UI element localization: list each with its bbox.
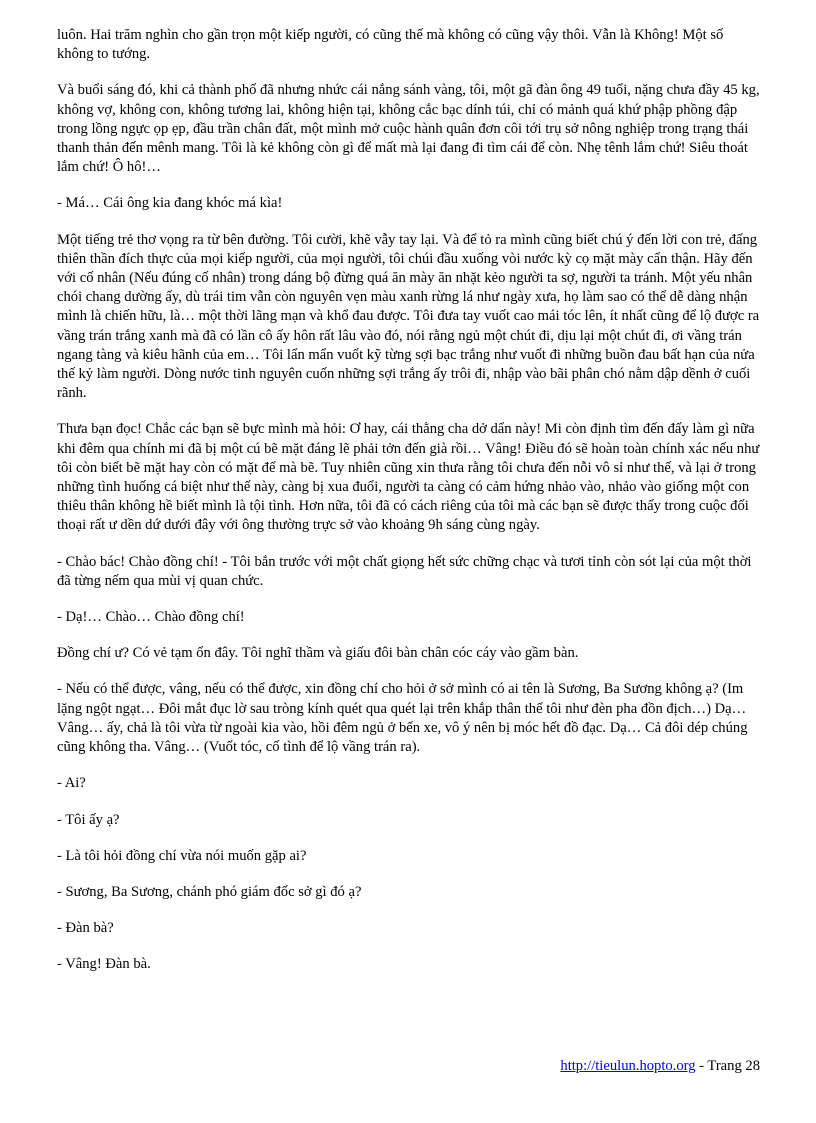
paragraph: Và buổi sáng đó, khi cả thành phố đã nhưng nhức cái nắng sánh vàng, tôi, một gã đàn ông 49 tuổi, nặng chưa đầy 45 kg, không vợ, không con, không tương lai, không hiện tại, không cắc bạc dính túi, chỉ có mảnh quá khứ phập phồng đập trong lồng ngực ọp ẹp, đầu trần chân đất, một mình mở cuộc hành quân đơn côi tới trụ sở nông nghiệp trong trạng thái thanh thản đến mênh mang. Tôi là kẻ không còn gì để mất mà lại đang đi tìm cái để còn. Nhẹ tênh lắm chứ! Siêu thoát lắm chứ! Ô hô!… bbox=[57, 82, 760, 176]
paragraph: - Là tôi hỏi đồng chí vừa nói muốn gặp ai? bbox=[57, 847, 307, 864]
paragraph: - Má… Cái ông kia đang khóc má kìa! bbox=[57, 195, 283, 212]
paragraph: luôn. Hai trăm nghìn cho gần trọn một kiếp người, có cũng thế mà không có cũng vậy thôi. Vẫn là Không! Một số không to tướng. bbox=[57, 27, 724, 63]
paragraph: - Vâng! Đàn bà. bbox=[57, 956, 151, 973]
paragraph: Thưa bạn đọc! Chắc các bạn sẽ bực mình mà hỏi: Ơ hay, cái thằng cha dở dẩn này! Mi còn định tìm đến đấy làm gì nữa khi đêm qua chính mi đã bị một cú bẽ mặt đáng lẽ phải tởn đến già rồi… Vâng! Điều đó sẽ hoàn toàn chính xác nếu như tôi còn biết bẽ mặt hay còn có mặt để mà bẽ. Tuy nhiên cũng xin thưa rằng tôi chưa đến nỗi vô sỉ như thế, và lại ở trong những tình huống cá biệt như thế này, càng bị xua đuổi, người ta càng có cảm hứng nhảo vào, nhảo vào giống một con thiêu thân không hề biết mình là tội tình. Hơn nữa, tôi đã có cách riêng của tôi mà các bạn sẽ được thấy trong cuộc đối thoại rất ư dền dứ dưới đây với ông thường trực sở vào khoảng 9h sáng cùng ngày. bbox=[57, 421, 760, 534]
paragraph: - Sương, Ba Sương, chánh phó giám đốc sở gì đó ạ? bbox=[57, 883, 362, 900]
paragraph: - Ai? bbox=[57, 775, 86, 792]
body-text bbox=[57, 26, 760, 992]
paragraph: Một tiếng trẻ thơ vọng ra từ bên đường. Tôi cười, khẽ vẫy tay lại. Và để tỏ ra mình cũng biết chú ý đến lời con trẻ, đấng thiên thần đích thực của mọi kiếp người, của mọi người, tôi chúi đầu xuống vòi nước kỳ cọ mặt mày cẩn thận. Hãy đến với cố nhân (Nếu đúng cố nhân) trong dáng bộ đừng quá ăn mày ăn nhặt kẻo người ta sợ, người ta tránh. Một yếu nhân chói chang dường ấy, dù trái tim vẫn còn nguyên vẹn màu xanh rừng lá như ngày xưa, họ làm sao có thể dễ dàng nhận mình là chiến hữu, là… một thời lãng mạn và khổ đau được. Tôi đưa tay vuốt cao mái tóc lên, ít nhất cũng để lộ được ra vầng trán trắng xanh mà đã có lần cô ấy hôn rất lâu vào đó, nói rằng ngủ một chút đi, dịu lại một chút đi, ơi vầng trán ngang tàng và kiêu hãnh của em… Tôi lẩn mẩn vuốt kỹ từng sợi bạc trắng như vuốt đi những buồn đau bất hạn của nửa thế kỷ làm người. Dòng nước tinh nguyên cuốn những sợi trắng ấy trôi đi, nhập vào bãi phân chó nằm dập dềnh ở cuối rãnh. bbox=[57, 231, 760, 402]
paragraph: - Dạ!… Chào… Chào đồng chí! bbox=[57, 609, 245, 626]
paragraph: - Tôi ấy ạ? bbox=[57, 811, 120, 828]
paragraph: - Đàn bà? bbox=[57, 920, 114, 937]
paragraph: - Chào bác! Chào đồng chí! - Tôi bắn trước với một chất giọng hết sức chững chạc và tươi tỉnh còn sót lại của một thời đã từng nếm qua mùi vị quan chức. bbox=[57, 553, 752, 589]
source-link[interactable]: http://tieulun.hopto.org bbox=[560, 1058, 696, 1074]
paragraph: Đồng chí ư? Có vẻ tạm ổn đây. Tôi nghĩ thầm và giấu đôi bàn chân cóc cáy vào gầm bàn. bbox=[57, 645, 579, 662]
paragraph: - Nếu có thể được, vâng, nếu có thể được, xin đồng chí cho hỏi ở sở mình có ai tên là Sương, Ba Sương không ạ? (Im lặng ngột ngạt… Đôi mắt đục lờ sau tròng kính quét qua quét lại trên khắp thân thể tôi như đèn pha đồn địch…) Dạ… Vâng… ấy, chả là tôi vừa từ ngoài kia vào, hồi đêm ngủ ở bến xe, vô ý nên bị móc hết đồ đạc. Dạ… Cả đôi dép chúng cũng không tha. Vâng… (Vuốt tóc, cố tình để lộ vầng trán ra). bbox=[57, 681, 748, 756]
page-number: - Trang 28 bbox=[695, 1058, 760, 1074]
page-footer bbox=[400, 1057, 760, 1076]
